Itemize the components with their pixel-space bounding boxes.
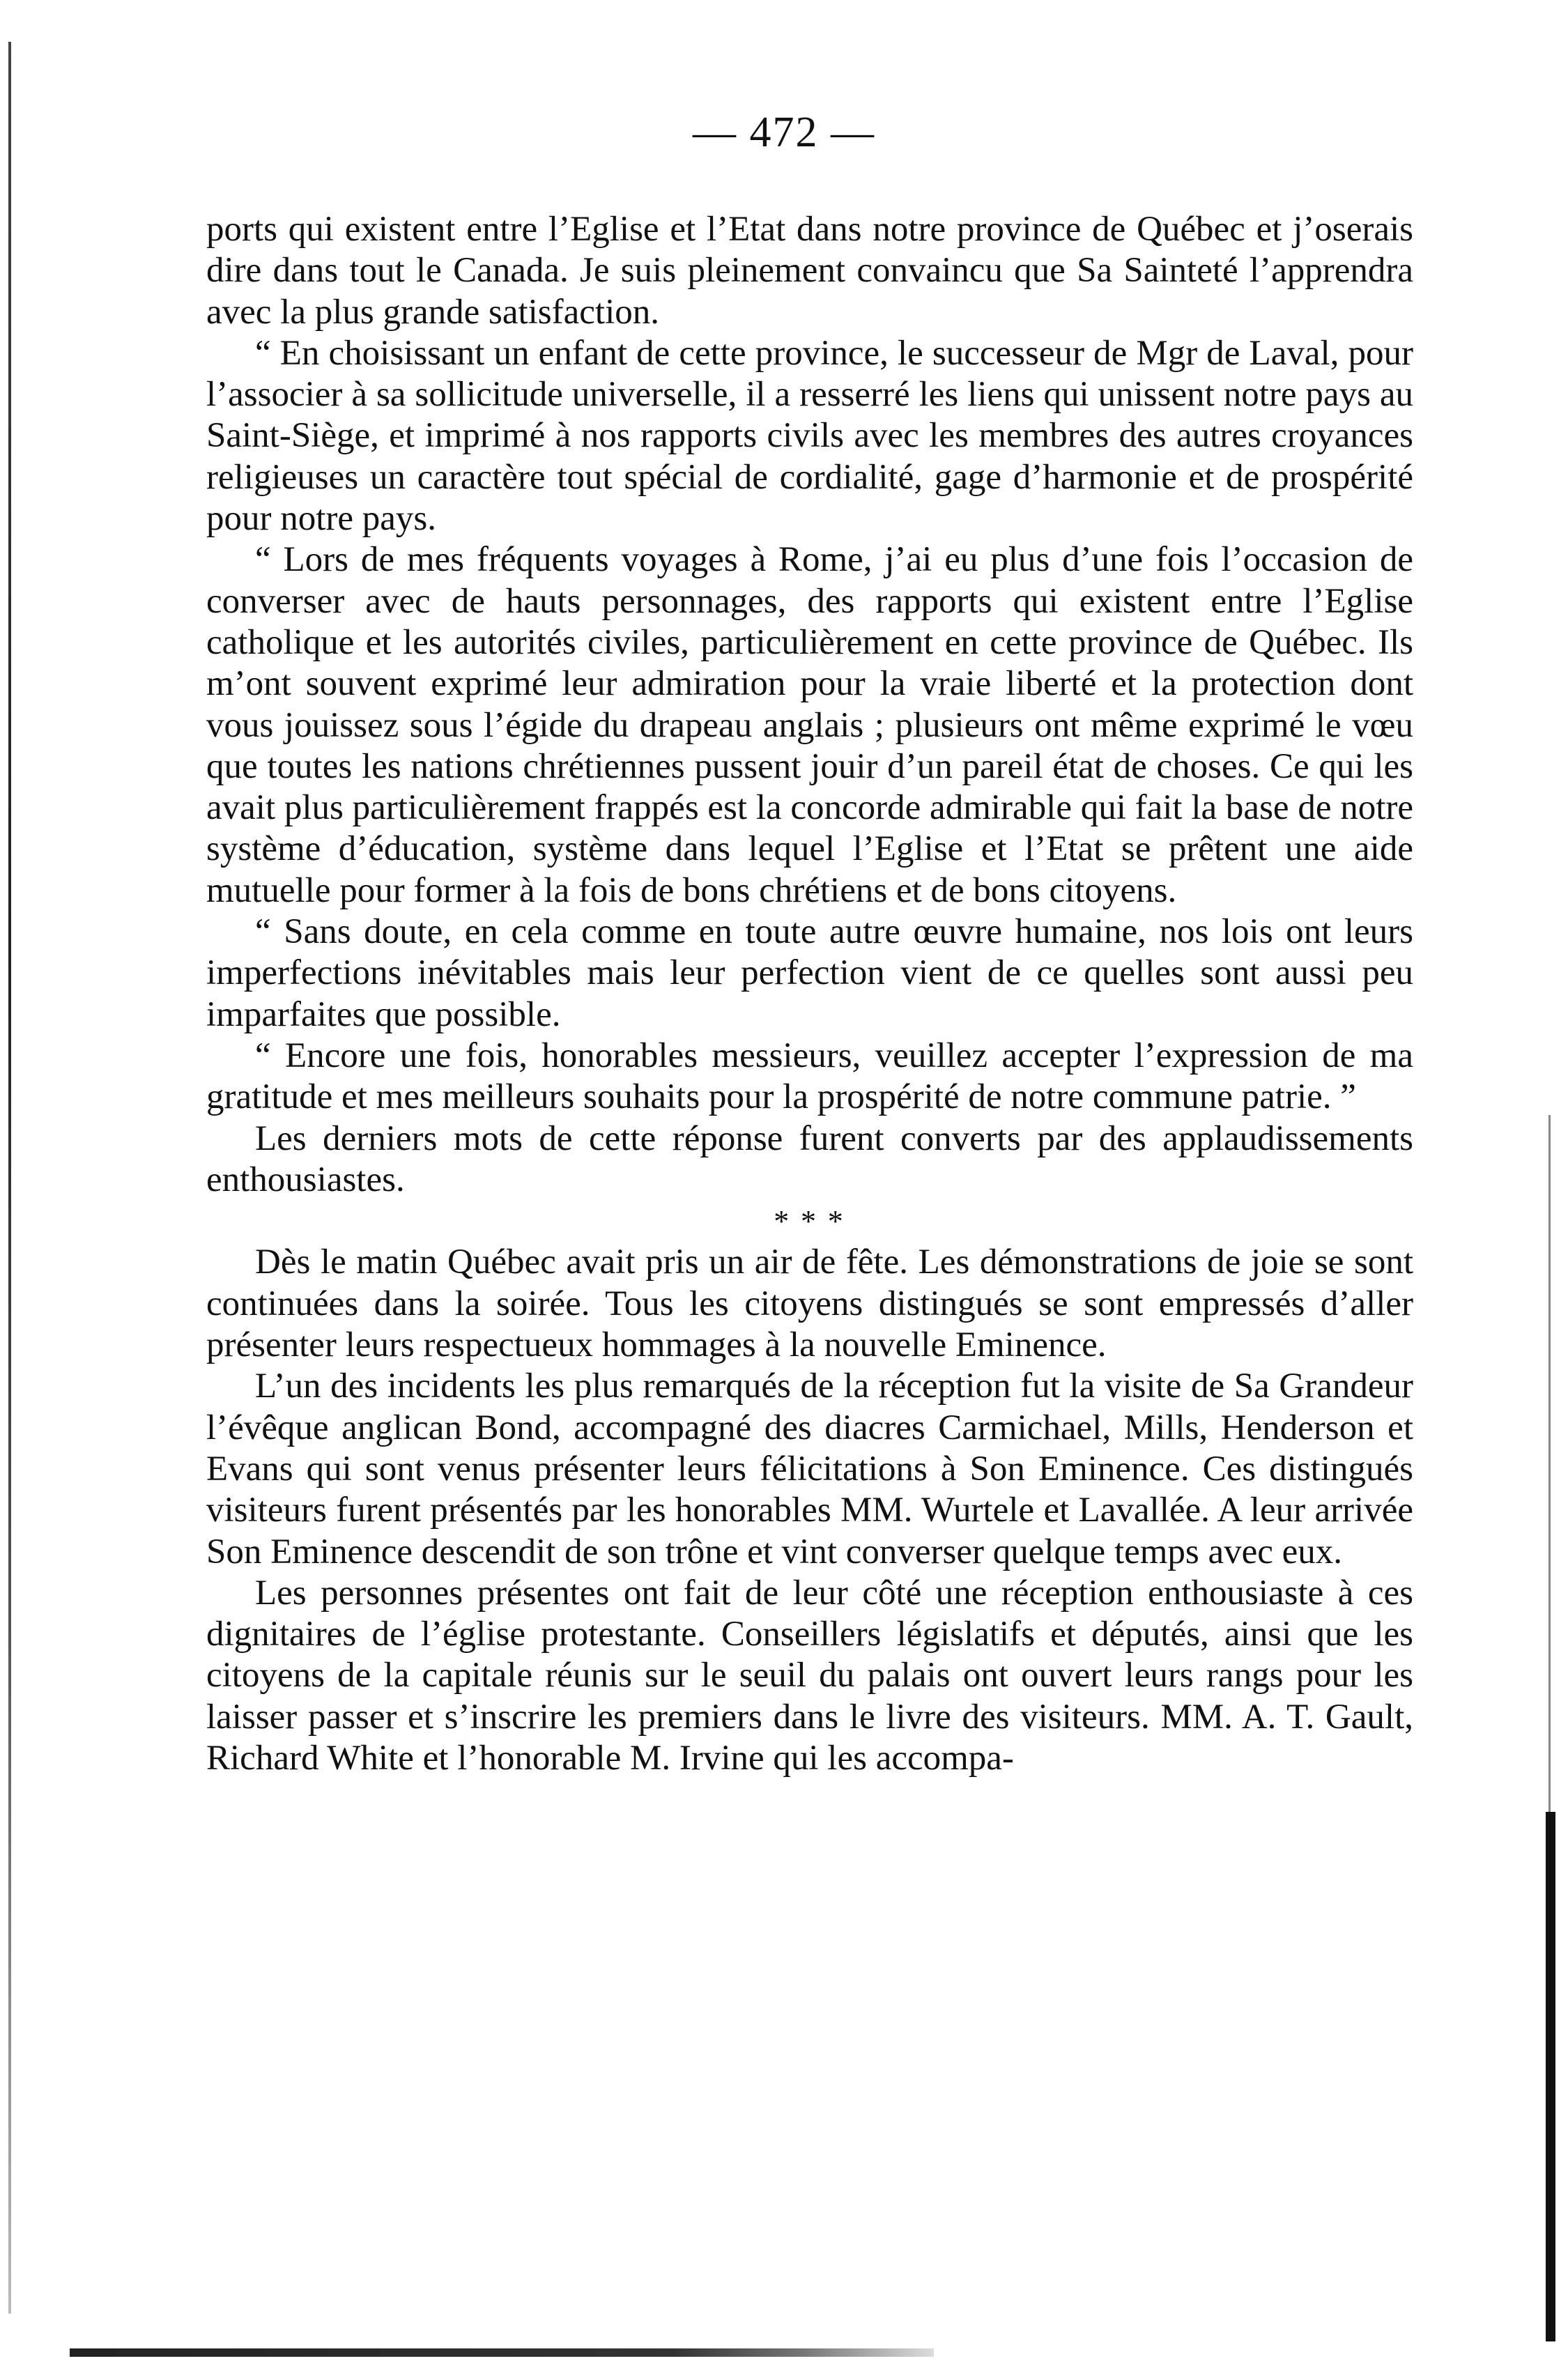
right-margin-line (1548, 1115, 1551, 1812)
left-margin-line (8, 42, 11, 2314)
paragraph: Les personnes présentes ont fait de leur côté une réception enthousiaste à ces dignitaires de l’église protestante. Conseillers législatifs et députés, ainsi que les citoyens de la capitale réunis sur le seuil du palais ont ouvert leurs rangs pour les laisser passer et s’inscrire les premiers dans le livre des visiteurs. MM. A. T. Gault, Richard White et l’honorable M. Irvine qui les accompa- (206, 1573, 1413, 1778)
paragraph: “ En choisissant un enfant de cette province, le successeur de Mgr de Laval, pour l’associer à sa sollicitude universelle, il a resserré les liens qui unissent notre pays au Saint-Siège, et imprimé à nos rapports civils avec les membres des autres croyances religieuses un caractère tout spécial de cordialité, gage d’harmonie et de prospérité pour notre pays. (206, 333, 1413, 539)
paragraphs-after-separator (206, 1242, 1413, 1779)
paragraph: ports qui existent entre l’Eglise et l’Etat dans notre province de Québec et j’oserais dire dans tout le Canada. Je suis pleinement convaincu que Sa Sainteté l’apprendra avec la plus grande satisfaction. (206, 210, 1413, 332)
right-edge-bar (1546, 1812, 1555, 2341)
paragraphs-before-separator (206, 209, 1413, 1201)
page-number: — 472 — (693, 109, 875, 156)
paragraph: “ Sans doute, en cela comme en toute autre œuvre humaine, nos lois ont leurs imperfections inévitables mais leur perfection vient de ce quelles sont aussi peu imparfaites que possible. (206, 912, 1413, 1034)
asterism-separator: * * * (774, 1204, 846, 1239)
paragraph: Les derniers mots de cette réponse furent converts par des applaudissements enthousiastes. (206, 1118, 1413, 1199)
paragraph: Dès le matin Québec avait pris un air de fête. Les démonstrations de joie se sont continuées dans la soirée. Tous les citoyens distingués se sont empressés d’aller présenter leurs respectueux hommages à la nouvelle Eminence. (206, 1243, 1413, 1365)
bottom-edge-line (70, 2348, 934, 2357)
paragraph: L’un des incidents les plus remarqués de la réception fut la visite de Sa Grandeur l’évêque anglican Bond, accompagné des diacres Carmichael, Mills, Henderson et Evans qui sont venus présenter leurs félicitations à Son Eminence. Ces distingués visiteurs furent présentés par les honorables MM. Wurtele et Lavallée. A leur arrivée Son Eminence descendit de son trône et vint converser quelque temps avec eux. (206, 1367, 1413, 1571)
paragraph: “ Lors de mes fréquents voyages à Rome, j’ai eu plus d’une fois l’occasion de converser avec de hauts personnages, des rapports qui existent entre l’Eglise catholique et les autorités civiles, particulièrement en cette province de Québec. Ils m’ont souvent exprimé leur admiration pour la vraie liberté et la protection dont vous jouissez sous l’égide du drapeau anglais ; plusieurs ont même exprimé le vœu que toutes les nations chrétiennes pussent jouir d’un pareil état de choses. Ce qui les avait plus particulièrement frappés est la concorde admirable qui fait la base de notre système d’éducation, système dans lequel l’Eglise et l’Etat se prêtent une aide mutuelle pour former à la fois de bons chrétiens et de bons citoyens. (206, 540, 1413, 910)
body-text (206, 209, 1413, 1779)
paragraph: “ Encore une fois, honorables messieurs, veuillez accepter l’expression de ma gratitude et mes meilleurs souhaits pour la prospérité de notre commune patrie. ” (206, 1036, 1413, 1117)
